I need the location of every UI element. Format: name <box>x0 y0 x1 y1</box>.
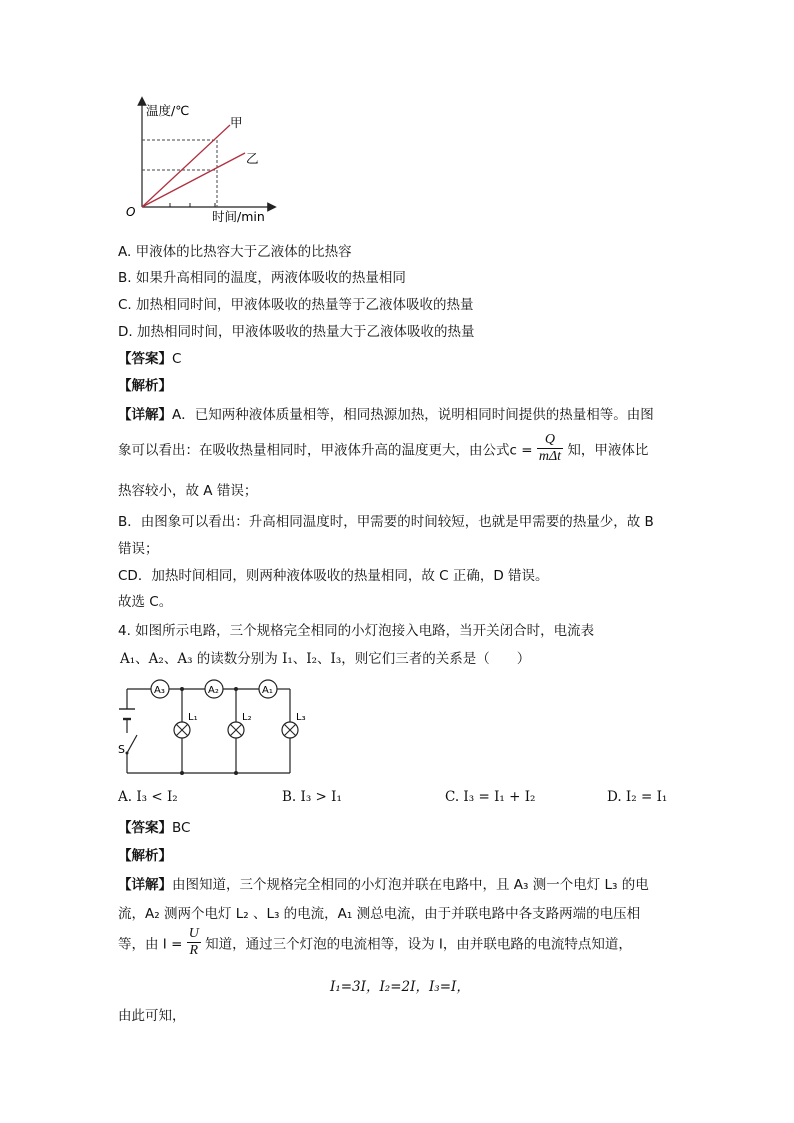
q4-detail-line-3: 等，由 I = $\frac{U}{R}$ 知道，通过三个灯泡的电流相等，设为 I，由并联电路的电流特点知道， <box>118 926 632 958</box>
svg-text:A₂: A₂ <box>208 685 219 696</box>
formula-denominator: mΔt <box>538 449 562 464</box>
ohms-law-formula <box>187 926 201 959</box>
q4-equation: I₁=3I，I₂=2I，I₃=I， <box>330 979 470 995</box>
circuit-diagram <box>115 675 325 780</box>
ammeter-a1 <box>259 680 277 698</box>
q3-answer <box>118 347 181 367</box>
specific-heat-formula <box>537 432 563 465</box>
q4-option-a: A. I₃ < I₂ <box>118 789 178 805</box>
svg-text:L₂: L₂ <box>242 712 252 723</box>
lamp-l2 <box>228 712 252 738</box>
q3-analysis-label: 【解析】 <box>118 378 172 394</box>
svg-text:A₁: A₁ <box>262 685 273 696</box>
switch-label: S <box>118 743 125 756</box>
switch-blade <box>127 735 137 753</box>
q4-option-d: D. I₂ = I₁ <box>607 789 668 805</box>
q3-option-c: C. 加热相同时间，甲液体吸收的热量等于乙液体吸收的热量 <box>118 297 474 313</box>
q3-detail-line-3: 热容较小，故 A 错误； <box>118 483 258 499</box>
q3-option-a: A. 甲液体的比热容大于乙液体的比热容 <box>118 244 352 260</box>
x-axis-label: 时间/min <box>212 209 265 224</box>
formula-numerator: Q <box>537 432 563 449</box>
q3-option-b: B. 如果升高相同的温度，两液体吸收的热量相同 <box>118 270 406 286</box>
svg-text:L₃: L₃ <box>296 712 306 723</box>
q3-detail-line-4: B．由图象可以看出：升高相同温度时，甲需要的时间较短，也就是甲需要的热量少，故 B <box>118 514 654 530</box>
line-yi <box>142 153 245 207</box>
detail-label: 【详解】 <box>118 407 172 423</box>
answer-value: BC <box>172 820 191 836</box>
q3-detail-line-1: 【详解】A．已知两种液体质量相等，相同热源加热，说明相同时间提供的热量相等。由图 <box>118 407 654 423</box>
answer-label: 【答案】 <box>118 820 172 836</box>
detail-label: 【详解】 <box>118 877 172 893</box>
q3-detail-line-7: 故选 C。 <box>118 594 173 610</box>
lamp-l3 <box>282 712 306 738</box>
q4-answer <box>118 816 190 836</box>
formula-denominator: R <box>189 943 199 958</box>
formula-numerator: U <box>188 926 199 941</box>
ammeter-a3 <box>151 680 169 698</box>
q4-stem-line-2: A₁、A₂、A₃ 的读数分别为 I₁、I₂、I₃，则它们三者的关系是（ ） <box>120 651 531 667</box>
q3-detail-line-2: 象可以看出：在吸收热量相同时，甲液体升高的温度更大，由公式c = $\frac{Q}{\text{mΔt}}$ 知，甲液体比 <box>118 432 649 464</box>
answer-label: 【答案】 <box>118 351 172 367</box>
q4-detail-line-1: 【详解】由图知道，三个规格完全相同的小灯泡并联在电路中，且 A₃ 测一个电灯 L₃ 的电 <box>118 877 649 893</box>
y-axis-label: 温度/℃ <box>146 103 190 118</box>
origin-label: O <box>126 205 136 219</box>
line-yi-label: 乙 <box>246 151 259 166</box>
q4-detail-line-2: 流，A₂ 测两个电灯 L₂ 、L₃ 的电流，A₁ 测总电流，由于并联电路中各支路两端的电压相 <box>118 906 641 922</box>
q4-option-c: C. I₃ = I₁ + I₂ <box>445 789 536 805</box>
svg-text:A₃: A₃ <box>154 685 165 696</box>
temperature-time-graph <box>120 95 280 225</box>
q4-detail-line-4: 由此可知， <box>118 1008 186 1024</box>
q3-detail-line-6: CD．加热时间相同，则两种液体吸收的热量相同，故 C 正确，D 错误。 <box>118 568 549 584</box>
q4-option-b: B. I₃ > I₁ <box>282 789 342 805</box>
lamp-l1 <box>174 712 198 738</box>
line-jia-label: 甲 <box>230 115 243 130</box>
q4-stem-line-1: 4. 如图所示电路，三个规格完全相同的小灯泡接入电路，当开关闭合时，电流表 <box>118 623 595 639</box>
svg-text:L₁: L₁ <box>188 712 198 723</box>
ammeter-a2 <box>205 680 223 698</box>
q3-option-d: D. 加热相同时间，甲液体吸收的热量大于乙液体吸收的热量 <box>118 324 475 340</box>
q4-analysis-label: 【解析】 <box>118 848 172 864</box>
answer-value: C <box>172 351 182 367</box>
q3-detail-line-5: 错误； <box>118 541 159 557</box>
